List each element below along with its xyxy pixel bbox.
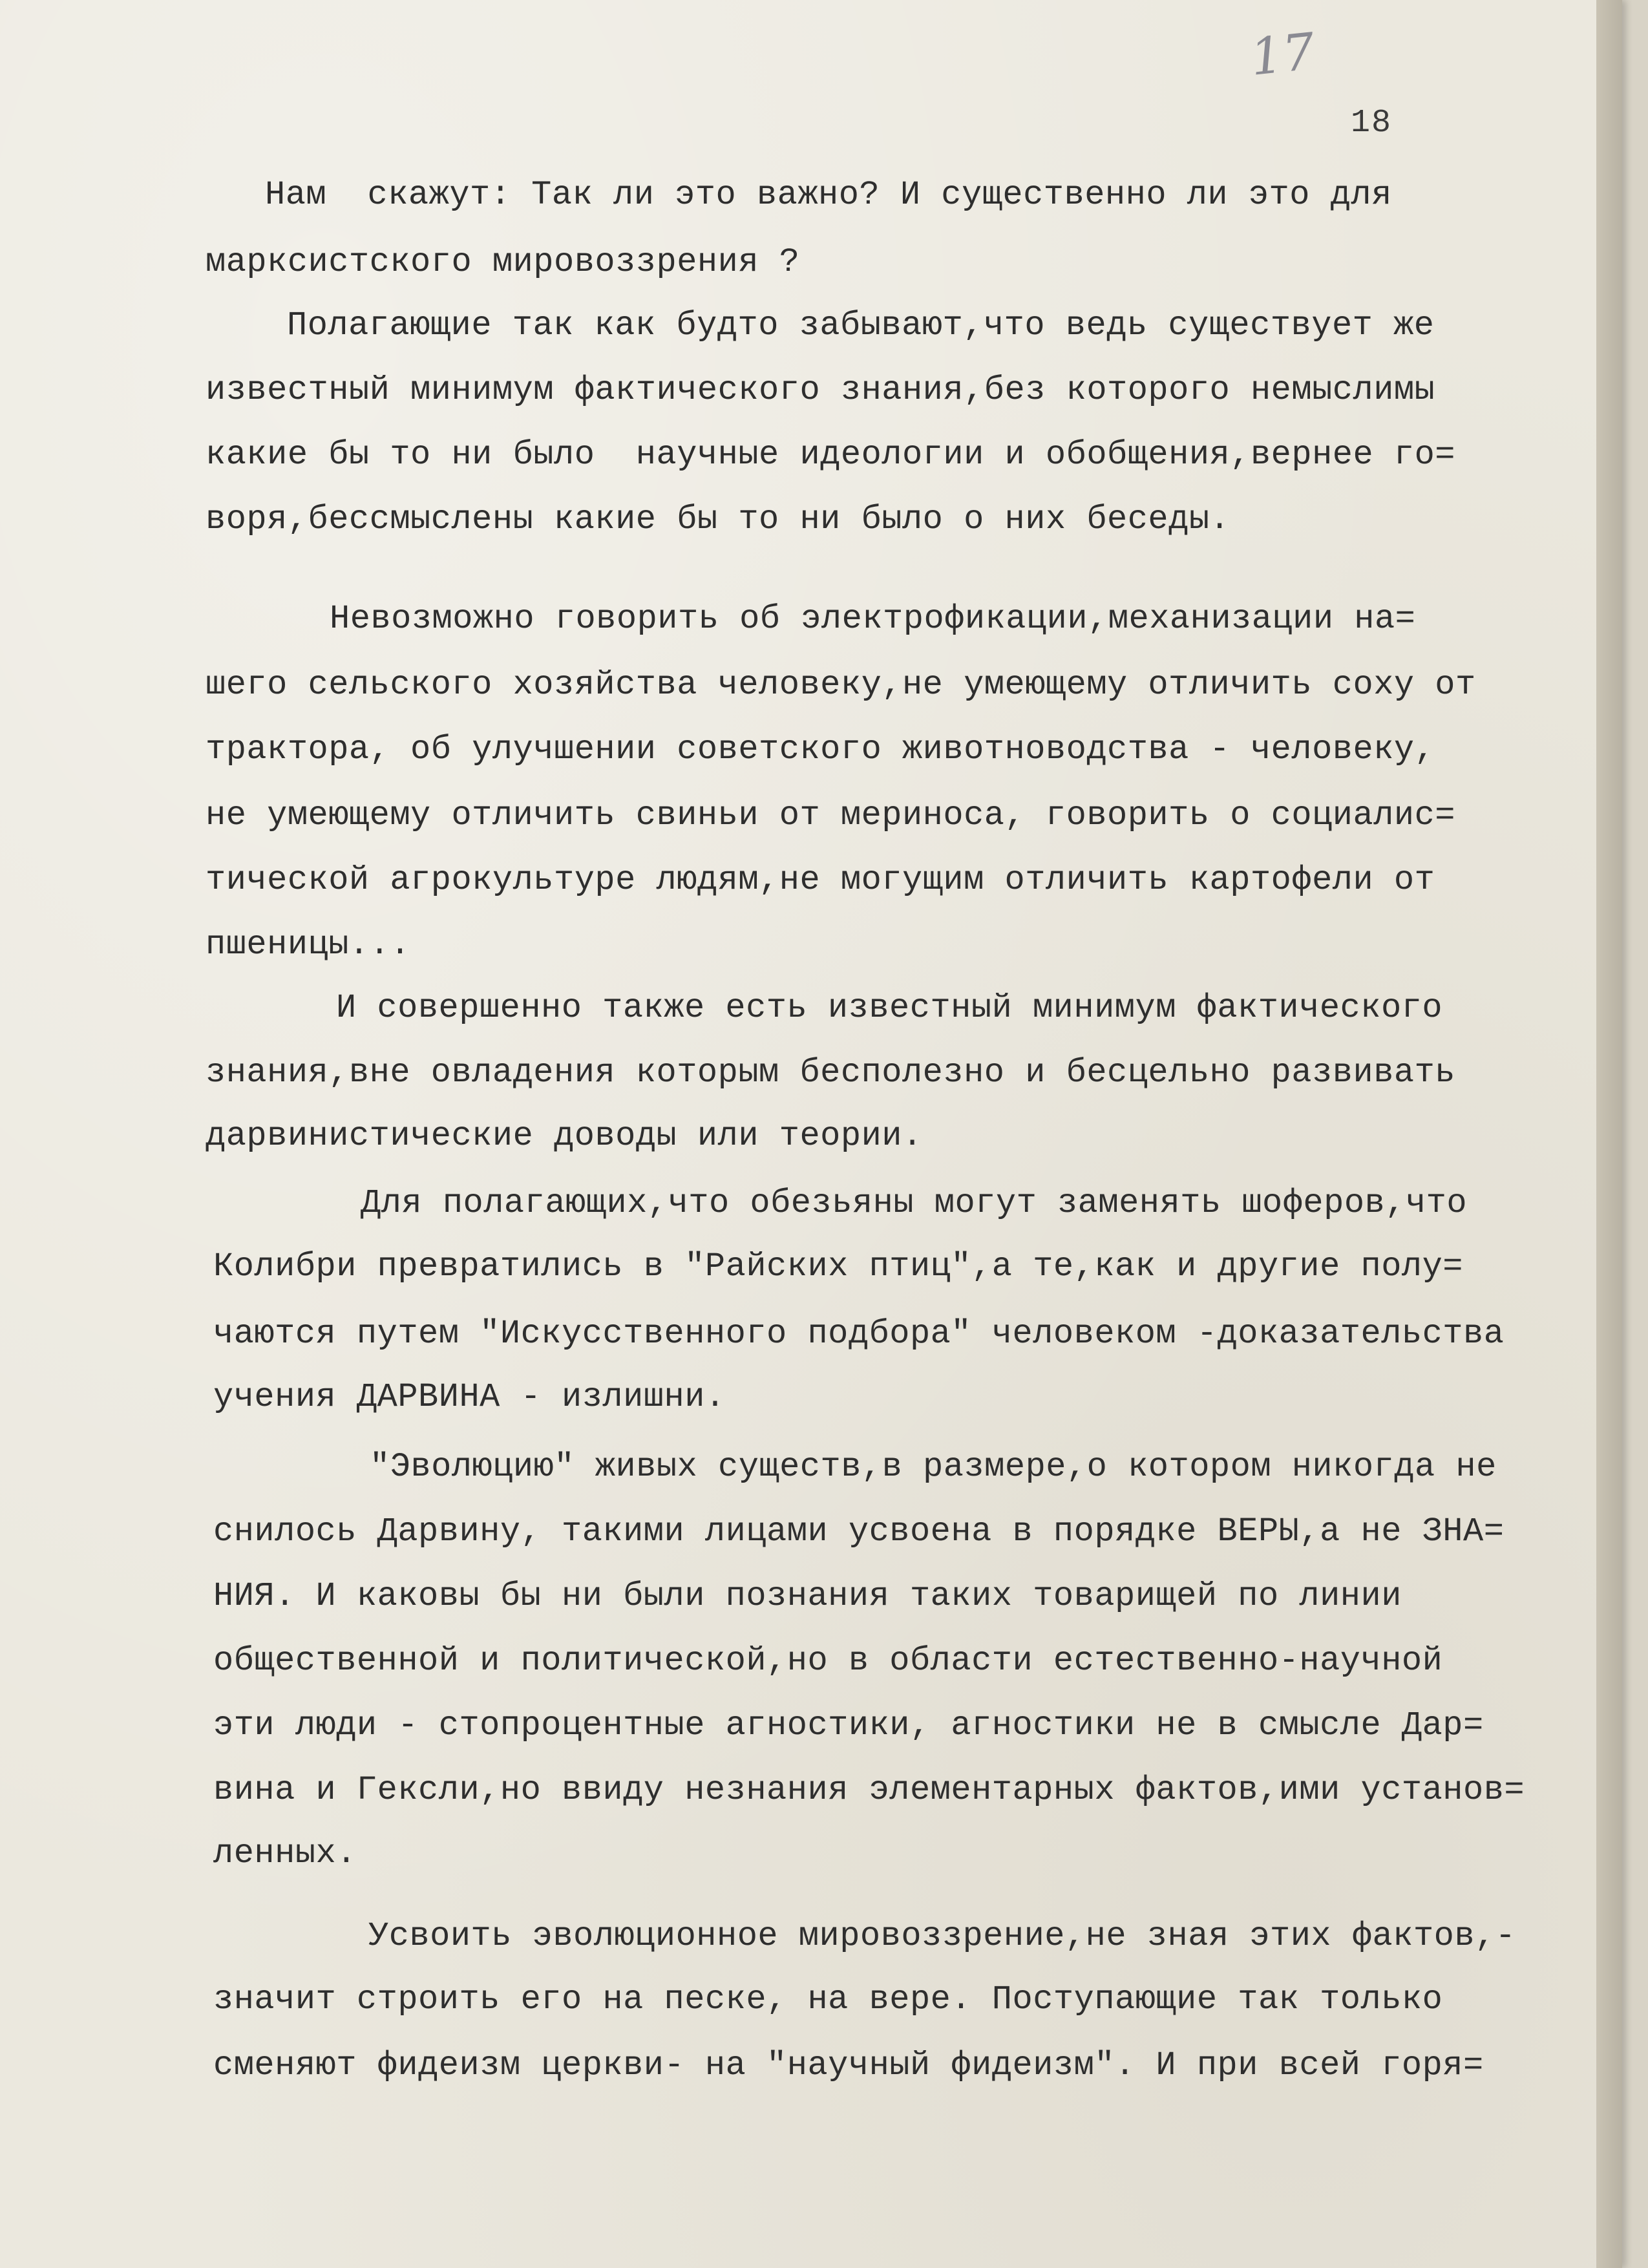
text-line: сменяют фидеизм церкви- на "научный фидеизм". И при всей горя= [213,2046,1484,2084]
text-line: известный минимум фактического знания,без которого немыслимы [206,371,1435,409]
text-line: значит строить его на песке, на вере. Поступающие так только [213,1980,1443,2019]
text-line: общественной и политической,но в области естественно-научной [213,1642,1443,1680]
text-line: не умеющему отличить свиньи от мериноса, говорить о социалис= [206,796,1456,834]
text-line: "Эволюцию" живых существ,в размере,о котором никогда не [370,1448,1497,1486]
page-edge [1596,0,1622,2268]
text-line: Полагающие так как будто забывают,что ведь существует же [287,306,1435,344]
text-line: эти люди - стопроцентные агностики, агностики не в смысле Дар= [213,1706,1484,1744]
text-line: ленных. [213,1834,357,1872]
text-line: чаются путем "Искусственного подбора" человеком -доказательства [213,1315,1505,1353]
text-line: пшеницы... [206,926,411,964]
text-line: шего сельского хозяйства человеку,не умеющему отличить соху от [206,666,1476,704]
text-line: трактора, об улучшении советского животноводства - человеку, [206,730,1435,768]
page-number: 18 [1351,105,1393,142]
text-line: Нам скажут: Так ли это важно? И существенно ли это для [265,176,1392,214]
text-line: какие бы то ни было научные идеологии и обобщения,вернее го= [206,436,1456,474]
text-line: марксистского мировоззрения ? [206,243,800,281]
text-line: знания,вне овладения которым бесполезно и бесцельно развивать [206,1054,1456,1092]
text-line: Для полагающих,что обезьяны могут заменять шоферов,что [361,1184,1468,1222]
text-line: НИЯ. И каковы бы ни были познания таких товарищей по линии [213,1577,1402,1615]
text-line: снилось Дарвину, такими лицами усвоена в порядке ВЕРЫ,а не ЗНА= [213,1512,1505,1551]
text-line: тической агрокультуре людям,не могущим отличить картофели от [206,861,1435,899]
text-line: И совершенно также есть известный минимум фактического [336,989,1443,1027]
text-line: Усвоить эволюционное мировоззрение,не зная этих фактов,- [368,1917,1516,1955]
text-line: дарвинистические доводы или теории. [206,1117,923,1155]
text-line: вина и Гексли,но ввиду незнания элементарных фактов,ими установ= [213,1771,1525,1809]
text-line: Невозможно говорить об электрофикации,механизации на= [330,600,1416,638]
text-line: Колибри превратились в "Райских птиц",а те,как и другие полу= [213,1247,1464,1286]
text-line: учения ДАРВИНА - излишни. [213,1378,726,1416]
handwritten-folio-number: 17 [1247,23,1318,87]
text-line: воря,бессмыслены какие бы то ни было о них беседы. [206,500,1231,538]
